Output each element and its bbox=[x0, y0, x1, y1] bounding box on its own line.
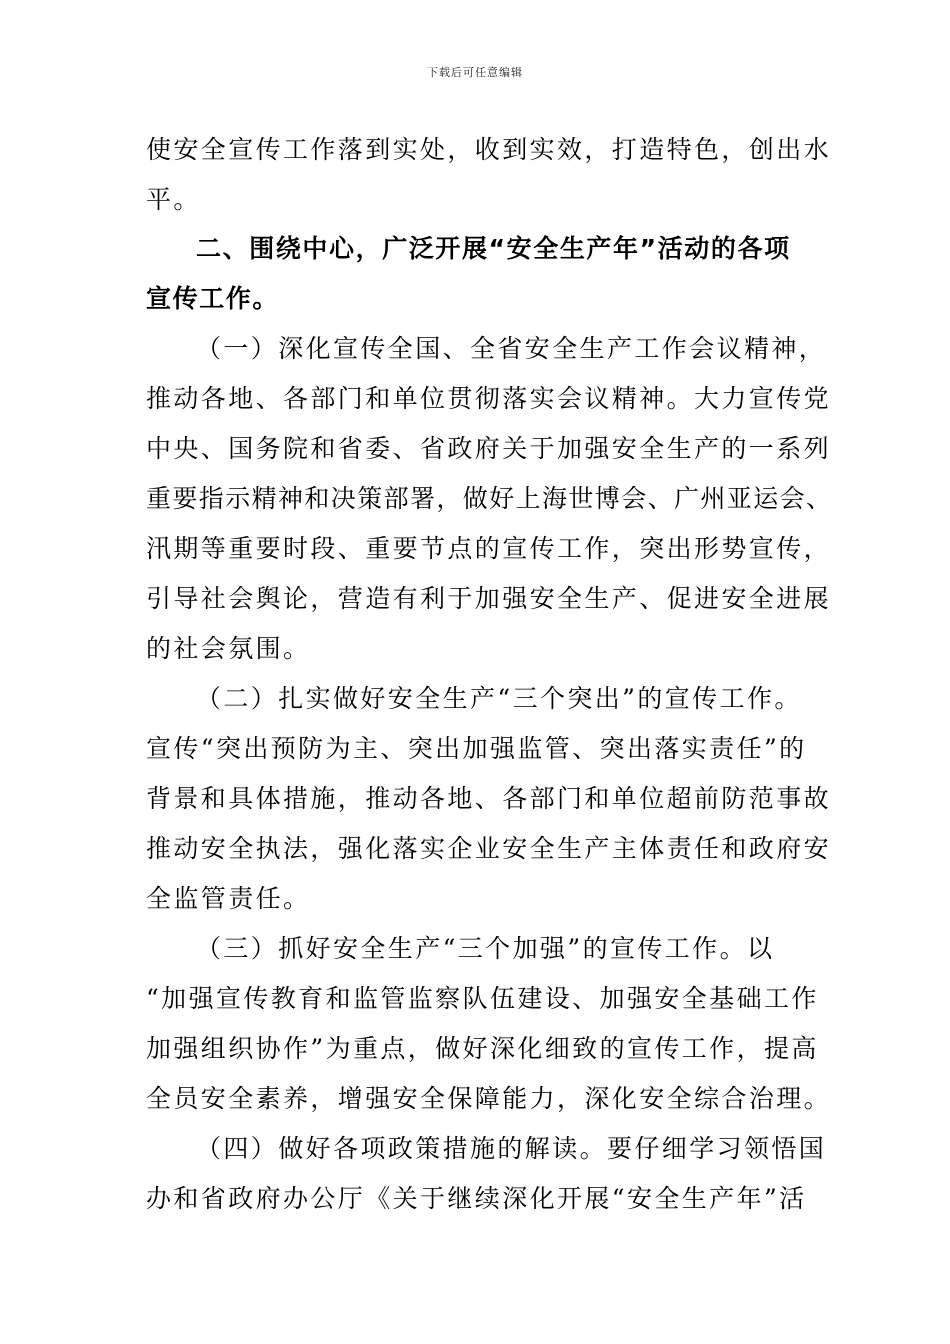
body-line: 平。 bbox=[146, 185, 201, 214]
body-line: 重要指示精神和决策部署，做好上海世博会、广州亚运会、 bbox=[146, 484, 833, 513]
body-line: 宣传“突出预防为主、突出加强监管、突出落实责任”的 bbox=[146, 734, 807, 763]
body-line: 使安全宣传工作落到实处，收到实效，打造特色，创出水 bbox=[146, 135, 832, 164]
body-line: “加强宣传教育和监管监察队伍建设、加强安全基础工作 bbox=[146, 984, 819, 1013]
body-line: 推动各地、各部门和单位贯彻落实会议精神。大力宣传党 bbox=[146, 384, 832, 413]
body-line: 的社会氛围。 bbox=[146, 634, 311, 663]
body-line: 加强组织协作”为重点，做好深化细致的宣传工作，提高 bbox=[146, 1034, 819, 1063]
section-heading: 二、围绕中心，广泛开展“安全生产年”活动的各项 bbox=[196, 234, 791, 263]
paragraph-first-line: （一）深化宣传全国、全省安全生产工作会议精神， bbox=[196, 334, 827, 363]
section-heading: 宣传工作。 bbox=[146, 284, 280, 313]
body-line: 汛期等重要时段、重要节点的宣传工作，突出形势宣传， bbox=[146, 534, 832, 563]
body-line: 引导社会舆论，营造有利于加强安全生产、促进安全进展 bbox=[146, 584, 832, 613]
body-line: 中央、国务院和省委、省政府关于加强安全生产的一系列 bbox=[146, 434, 832, 463]
body-line: 背景和具体措施，推动各地、各部门和单位超前防范事故 bbox=[146, 784, 832, 813]
header-note: 下载后可任意编辑 bbox=[427, 66, 523, 79]
body-line: 全员安全素养，增强安全保障能力，深化安全综合治理。 bbox=[146, 1084, 832, 1113]
paragraph-first-line: （三）抓好安全生产“三个加强”的宣传工作。以 bbox=[196, 934, 775, 963]
body-line: 办和省政府办公厅《关于继续深化开展“安全生产年”活 bbox=[146, 1184, 807, 1213]
paragraph-first-line: （四）做好各项政策措施的解读。要仔细学习领悟国 bbox=[196, 1134, 827, 1163]
body-line: 全监管责任。 bbox=[146, 884, 311, 913]
body-line: 推动安全执法，强化落实企业安全生产主体责任和政府安 bbox=[146, 834, 832, 863]
paragraph-first-line: （二）扎实做好安全生产“三个突出”的宣传工作。 bbox=[196, 684, 802, 713]
